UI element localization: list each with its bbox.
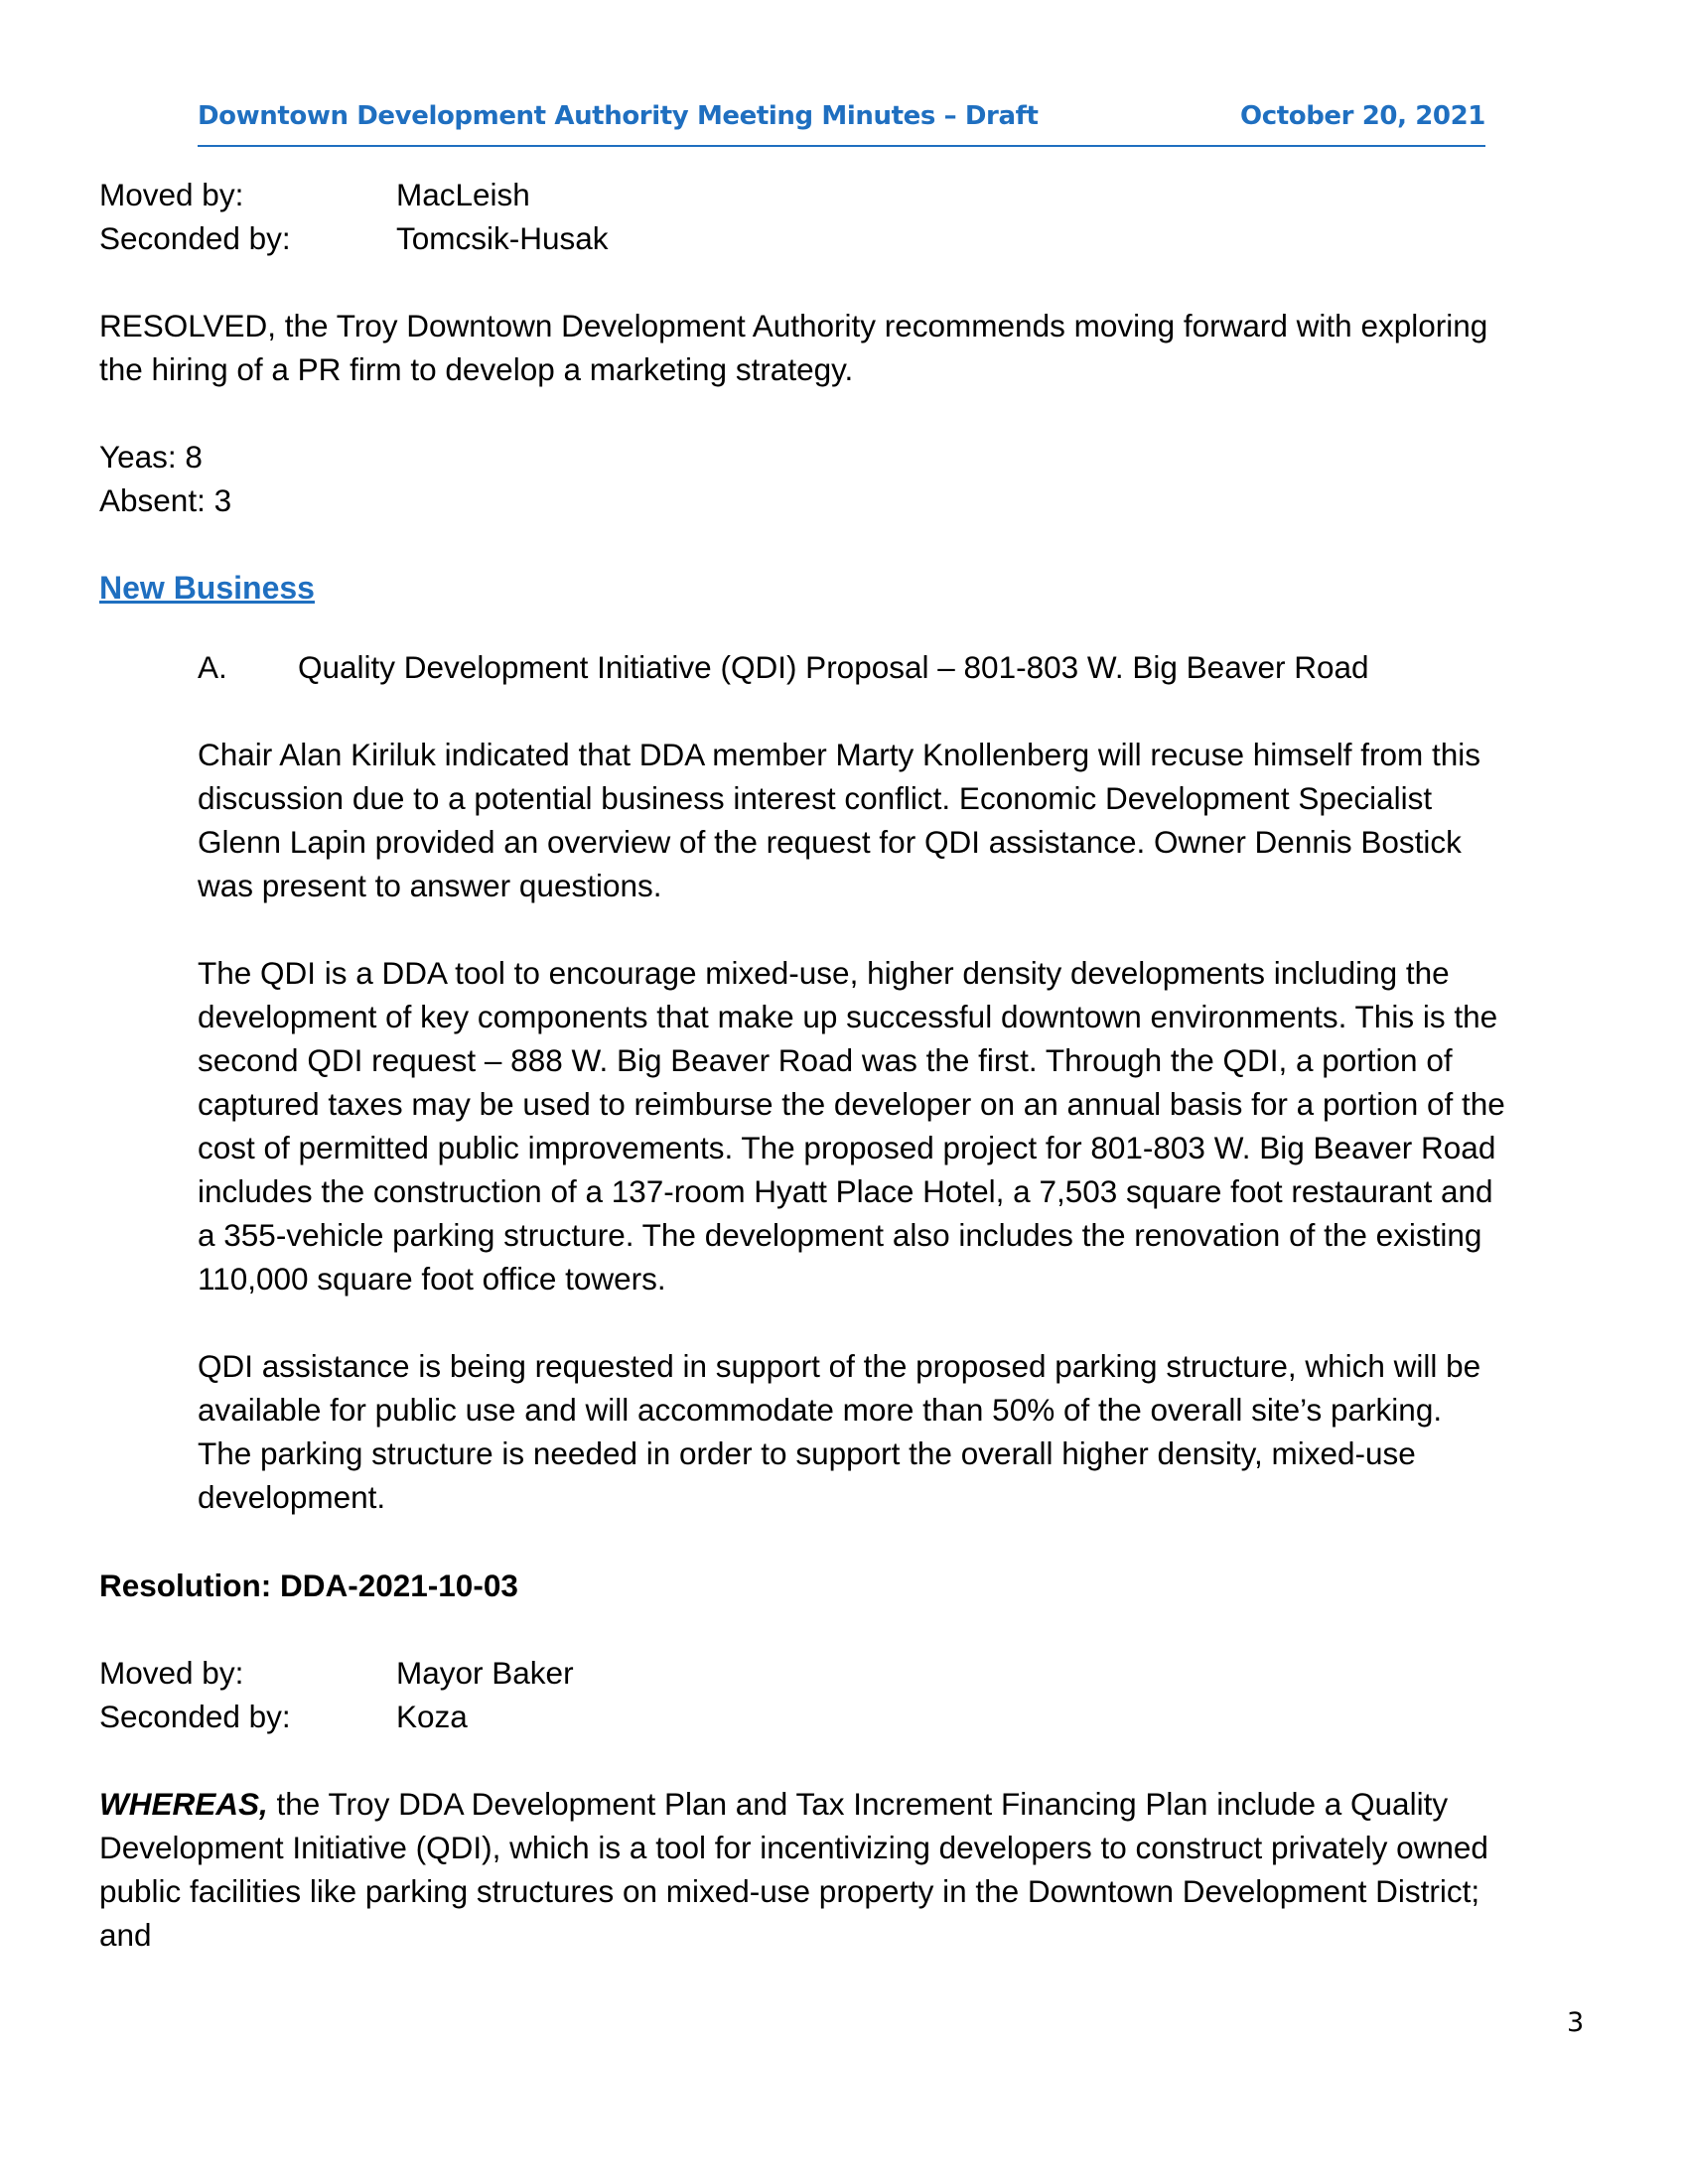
paragraph-line: discussion due to a potential business interest conflict. Economic Development Specialist — [198, 780, 1433, 816]
paragraph-line: captured taxes may be used to reimburse the developer on an annual basis for a portion of the — [198, 1086, 1505, 1122]
section-heading-new-business: New Business — [99, 570, 315, 606]
resolved-line: RESOLVED, the Troy Downtown Development Authority recommends moving forward with exploring — [99, 308, 1488, 343]
moved-by-value: MacLeish — [396, 177, 530, 212]
paragraph-line: Development Initiative (QDI), which is a tool for incentivizing developers to construct privately owned — [99, 1830, 1488, 1865]
seconded-by-value-2: Koza — [396, 1699, 468, 1734]
paragraph-line: includes the construction of a 137-room Hyatt Place Hotel, a 7,503 square foot restaurant and — [198, 1173, 1493, 1209]
paragraph-line: was present to answer questions. — [198, 868, 662, 903]
paragraph-line: Chair Alan Kiriluk indicated that DDA member Marty Knollenberg will recuse himself from this — [198, 737, 1481, 772]
seconded-by-label: Seconded by: — [99, 220, 291, 256]
paragraph-qdi-overview — [198, 951, 1505, 1300]
seconded-by-value: Tomcsik-Husak — [396, 220, 609, 256]
item-title: Quality Development Initiative (QDI) Proposal – 801-803 W. Big Beaver Road — [298, 649, 1369, 685]
paragraph-line: available for public use and will accommodate more than 50% of the overall site’s parking. — [198, 1392, 1443, 1428]
paragraph-qdi-assistance — [198, 1344, 1480, 1519]
whereas-paragraph — [99, 1782, 1488, 1957]
paragraph-recusal — [198, 733, 1480, 907]
moved-by-label-2: Moved by: — [99, 1655, 244, 1691]
vote-yeas: Yeas: 8 — [99, 439, 203, 475]
paragraph-line: 110,000 square foot office towers. — [198, 1261, 666, 1297]
vote-absent: Absent: 3 — [99, 482, 232, 518]
page-header — [198, 101, 1485, 147]
paragraph-line: The QDI is a DDA tool to encourage mixed-use, higher density developments including the — [198, 955, 1450, 991]
whereas-keyword: WHEREAS, — [99, 1786, 268, 1822]
whereas-first-line-text: the Troy DDA Development Plan and Tax Increment Financing Plan include a Quality — [267, 1786, 1449, 1822]
resolution-label: Resolution: DDA-2021-10-03 — [99, 1568, 518, 1603]
moved-by-value-2: Mayor Baker — [396, 1655, 574, 1691]
paragraph-line: QDI assistance is being requested in support of the proposed parking structure, which will be — [198, 1348, 1481, 1384]
paragraph-line: The parking structure is needed in order to support the overall higher density, mixed-use — [198, 1435, 1416, 1471]
page-number: 3 — [1567, 2007, 1585, 2038]
moved-by-label: Moved by: — [99, 177, 244, 212]
seconded-by-label-2: Seconded by: — [99, 1699, 291, 1734]
header-date: October 20, 2021 — [1240, 101, 1485, 131]
paragraph-line: second QDI request – 888 W. Big Beaver Road was the first. Through the QDI, a portion of — [198, 1042, 1453, 1078]
paragraph-line: development of key components that make up successful downtown environments. This is the — [198, 999, 1498, 1034]
paragraph-line: Glenn Lapin provided an overview of the request for QDI assistance. Owner Dennis Bostick — [198, 824, 1462, 860]
paragraph-line: public facilities like parking structures on mixed-use property in the Downtown Development District; — [99, 1873, 1480, 1909]
resolved-line: the hiring of a PR firm to develop a marketing strategy. — [99, 351, 854, 387]
paragraph-line: cost of permitted public improvements. The proposed project for 801-803 W. Big Beaver Road — [198, 1130, 1496, 1165]
resolved-paragraph — [99, 304, 1487, 391]
paragraph-line: development. — [198, 1479, 386, 1515]
item-letter: A. — [198, 649, 227, 685]
whereas-first-line — [99, 1782, 1488, 1826]
header-title: Downtown Development Authority Meeting Minutes – Draft — [198, 101, 1039, 131]
paragraph-line: and — [99, 1917, 152, 1953]
paragraph-line: a 355-vehicle parking structure. The development also includes the renovation of the existing — [198, 1217, 1482, 1253]
